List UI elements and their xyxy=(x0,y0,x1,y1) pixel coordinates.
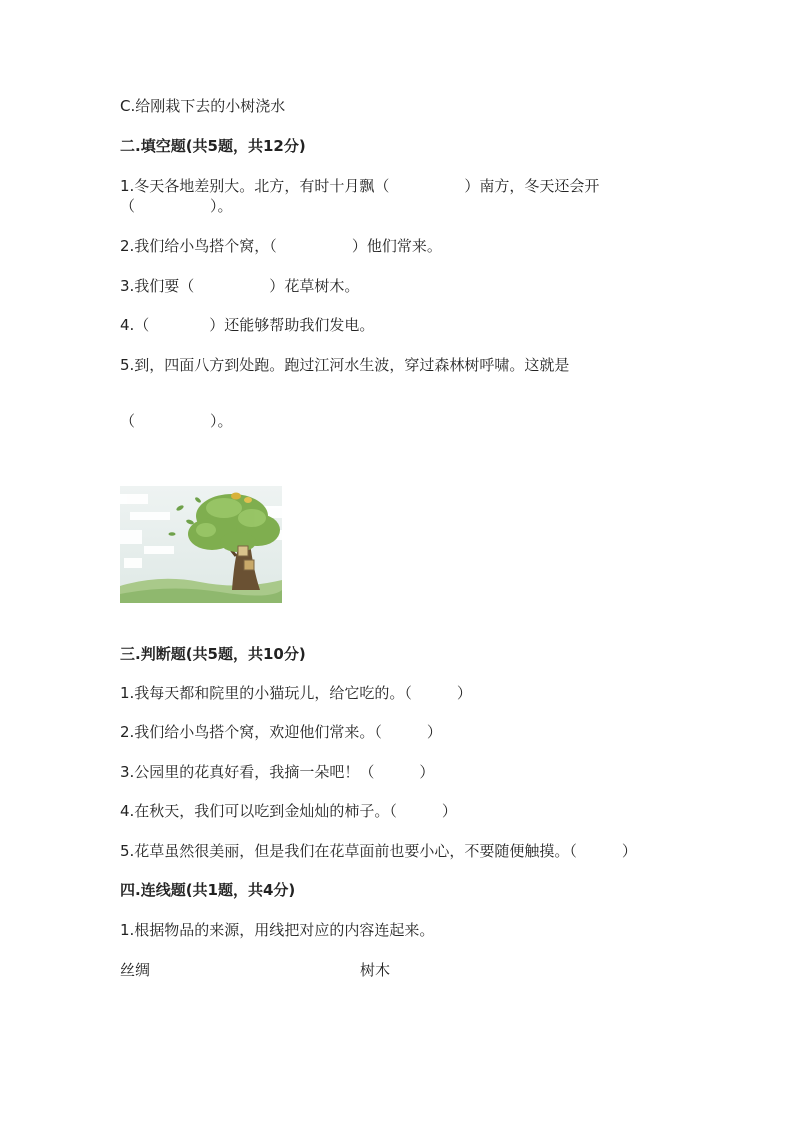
matching-left-item: 丝绸 xyxy=(120,961,151,979)
fill-blank-q4: 4.（ ）还能够帮助我们发电。 xyxy=(120,316,375,334)
fill-blank-q3: 3.我们要（ ）花草树木。 xyxy=(120,277,360,295)
fill-blank-q1-line1: 1.冬天各地差别大。北方，有时十月飘（ ）南方，冬天还会开 xyxy=(120,177,600,195)
true-false-q5: 5.花草虽然很美丽，但是我们在花草面前也要小心，不要随便触摸。（ ） xyxy=(120,842,637,860)
fill-blank-q1-line2: （ ）。 xyxy=(120,197,233,215)
tree-with-birdhouse-image xyxy=(120,486,282,603)
fill-blank-q2: 2.我们给小鸟搭个窝，（ ）他们常来。 xyxy=(120,237,442,255)
section-fill-blank-heading: 二.填空题(共5题，共12分) xyxy=(120,137,306,155)
true-false-q4: 4.在秋天，我们可以吃到金灿灿的柿子。（ ） xyxy=(120,802,457,820)
answer-option-c: C.给刚栽下去的小树浇水 xyxy=(120,97,286,115)
true-false-q1: 1.我每天都和院里的小猫玩儿，给它吃的。（ ） xyxy=(120,684,472,702)
tree-illustration xyxy=(120,486,282,603)
section-matching-heading: 四.连线题(共1题，共4分) xyxy=(120,881,296,899)
fill-blank-q5-line2: （ ）。 xyxy=(120,412,233,430)
true-false-q3: 3.公园里的花真好看，我摘一朵吧！（ ） xyxy=(120,763,435,781)
section-true-false-heading: 三.判断题(共5题，共10分) xyxy=(120,645,306,663)
fill-blank-q5-line1: 5.到，四面八方到处跑。跑过江河水生波，穿过森林树呼啸。这就是 xyxy=(120,356,570,374)
true-false-q2: 2.我们给小鸟搭个窝，欢迎他们常来。（ ） xyxy=(120,723,442,741)
matching-q1: 1.根据物品的来源，用线把对应的内容连起来。 xyxy=(120,921,435,939)
matching-right-item: 树木 xyxy=(360,961,391,979)
